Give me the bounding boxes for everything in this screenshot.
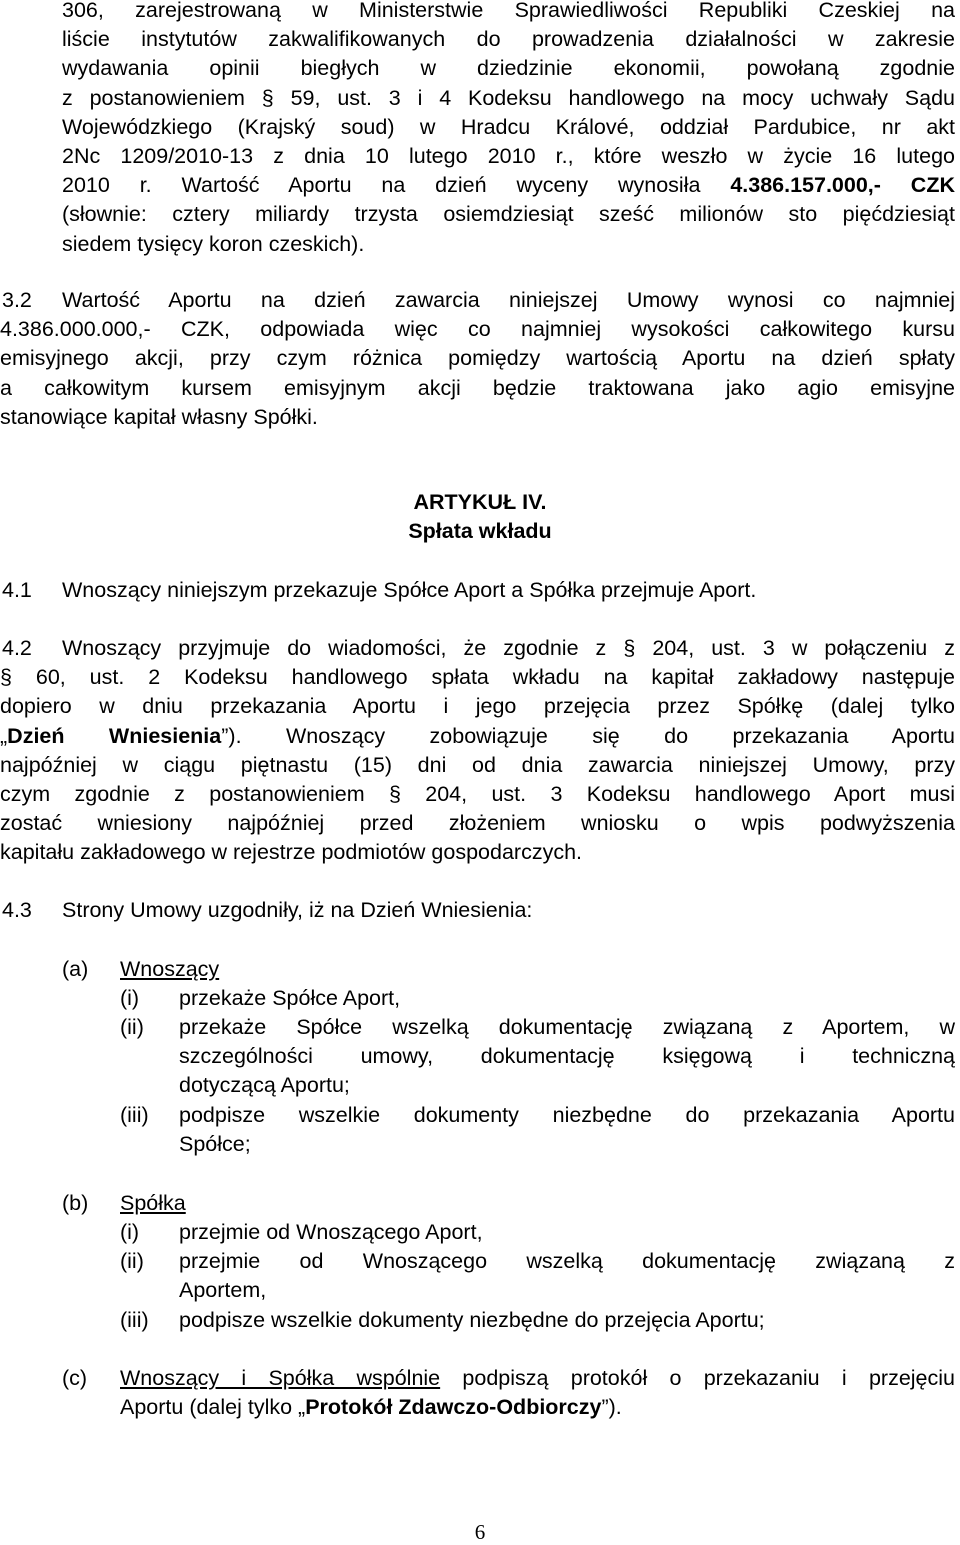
defined-term: Protokół Zdawczo-Odbiorczy bbox=[305, 1395, 602, 1420]
subitem-number: (i) bbox=[120, 1220, 140, 1244]
text-line: wydawania opinii biegłych w dziedzinie ekonomii, powołaną zgodnie bbox=[62, 56, 955, 81]
page-number: 6 bbox=[474, 1520, 486, 1544]
paragraph-number: 4.2 bbox=[2, 636, 32, 660]
subitem-number: (ii) bbox=[120, 1015, 144, 1039]
text-line: szczególności umowy, dokumentację księgową i techniczną bbox=[179, 1044, 955, 1069]
text-line: Aportem, bbox=[179, 1278, 267, 1303]
text-span: ”). bbox=[601, 1395, 622, 1420]
item-label: (a) bbox=[62, 957, 89, 981]
paragraph-number: 4.3 bbox=[2, 898, 32, 922]
text-line: Wnoszący przyjmuje do wiadomości, że zgodnie z § 204, ust. 3 w połączeniu z bbox=[62, 636, 955, 660]
text-line: 2Nc 1209/2010-13 z dnia 10 lutego 2010 r., które weszło w życie 16 lutego bbox=[62, 144, 955, 169]
defined-term: Dzień Wniesienia bbox=[7, 723, 222, 748]
paragraph-3-1 bbox=[62, 0, 955, 259]
paragraph-number: 3.2 bbox=[2, 288, 32, 312]
subitem-text: przejmie od Wnoszącego Aport, bbox=[179, 1220, 483, 1244]
subitem-number: (i) bbox=[120, 986, 140, 1010]
paragraph-4-3-intro: Strony Umowy uzgodniły, iż na Dzień Wniesienia: bbox=[62, 898, 533, 922]
text-line bbox=[0, 722, 955, 751]
subitem-text bbox=[179, 1013, 955, 1101]
text-line: zostać wniesiony najpóźniej przed złożeniem wniosku o wpis podwyższenia bbox=[0, 811, 955, 836]
paragraph-4-1: Wnoszący niniejszym przekazuje Spółce Aport a Spółka przejmuje Aport. bbox=[62, 578, 757, 602]
text-line: kapitału zakładowego w rejestrze podmiotów gospodarczych. bbox=[0, 840, 583, 865]
text-line bbox=[120, 1393, 955, 1422]
text-span: ”). Wnoszący zobowiązuje się do przekazania Aportu bbox=[221, 723, 956, 748]
text-line: Spółce; bbox=[179, 1132, 251, 1157]
text-line: 306, zarejestrowaną w Ministerstwie Sprawiedliwości Republiki Czeskiej na bbox=[62, 0, 955, 22]
party-heading: Wnoszący i Spółka wspólnie bbox=[120, 1366, 441, 1390]
item-label: (b) bbox=[62, 1191, 89, 1215]
party-heading: Wnoszący bbox=[120, 957, 220, 981]
text-line: siedem tysięcy koron czeskich). bbox=[62, 231, 365, 256]
text-span: 2010 r. Wartość Aportu na dzień wyceny wynosiła bbox=[62, 173, 731, 198]
text-line: (słownie: cztery miliardy trzysta osiemdziesiąt sześć milionów sto pięćdziesiąt bbox=[62, 202, 955, 227]
text-line: podpisze wszelkie dokumenty niezbędne do przekazania Aportu bbox=[179, 1103, 955, 1127]
text-line: z postanowieniem § 59, ust. 3 i 4 Kodeksu handlowego na mocy uchwały Sądu bbox=[62, 85, 955, 110]
text-line: przekaże Spółce wszelką dokumentację związaną z Aportem, w bbox=[179, 1015, 955, 1039]
text-line bbox=[120, 1364, 955, 1393]
text-line: emisyjnego akcji, przy czym różnica pomiędzy wartością Aportu na dzień spłaty bbox=[0, 346, 955, 371]
subitem-text: podpisze wszelkie dokumenty niezbędne do przejęcia Aportu; bbox=[179, 1308, 765, 1332]
text-line: Wojewódzkiego (Krajský soud) w Hradcu Králové, oddział Pardubice, nr akt bbox=[62, 114, 955, 139]
subitem-number: (ii) bbox=[120, 1249, 144, 1273]
valuation-amount: 4.386.157.000,- CZK bbox=[730, 173, 955, 198]
article-title: ARTYKUŁ IV. bbox=[413, 490, 547, 514]
article-subtitle: Spłata wkładu bbox=[408, 519, 552, 543]
text-line: czym zgodnie z postanowieniem § 204, ust. 3 Kodeksu handlowego Aport musi bbox=[0, 782, 955, 807]
item-label: (c) bbox=[62, 1366, 88, 1390]
subitem-text bbox=[179, 1247, 955, 1305]
text-line: stanowiące kapitał własny Spółki. bbox=[0, 404, 318, 429]
text-line: dopiero w dniu przekazania Aportu i jego przejęcia przez Spółkę (dalej tylko bbox=[0, 694, 955, 719]
text-line: 4.386.000.000,- CZK, odpowiada więc co najmniej wysokości całkowitego kursu bbox=[0, 317, 955, 342]
subitem-number: (iii) bbox=[120, 1308, 149, 1332]
party-heading: Spółka bbox=[120, 1191, 186, 1215]
text-line: Wartość Aportu na dzień zawarcia niniejszej Umowy wynosi co najmniej bbox=[62, 288, 955, 312]
subitem-number: (iii) bbox=[120, 1103, 149, 1127]
text-line: przejmie od Wnoszącego wszelką dokumentację związaną z bbox=[179, 1249, 955, 1273]
text-span: podpiszą protokół o przekazaniu i przejęciu bbox=[440, 1366, 955, 1390]
text-line: a całkowitym kursem emisyjnym akcji będzie traktowana jako agio emisyjne bbox=[0, 375, 955, 400]
text-line: liście instytutów zakwalifikowanych do prowadzenia działalności w zakresie bbox=[62, 27, 955, 52]
text-line: § 60, ust. 2 Kodeksu handlowego spłata wkładu na kapitał zakładowy następuje bbox=[0, 665, 955, 690]
subitem-text: przekaże Spółce Aport, bbox=[179, 986, 401, 1010]
text-line bbox=[62, 171, 955, 200]
item-text bbox=[120, 1364, 955, 1422]
text-line: dotyczącą Aportu; bbox=[179, 1073, 350, 1098]
paragraph-number: 4.1 bbox=[2, 578, 32, 602]
text-span: „ bbox=[0, 723, 8, 748]
subitem-text bbox=[179, 1101, 955, 1159]
text-line: najpóźniej w ciągu piętnastu (15) dni od dnia zawarcia niniejszej Umowy, przy bbox=[0, 752, 955, 777]
text-span: Aportu (dalej tylko „ bbox=[120, 1395, 306, 1420]
